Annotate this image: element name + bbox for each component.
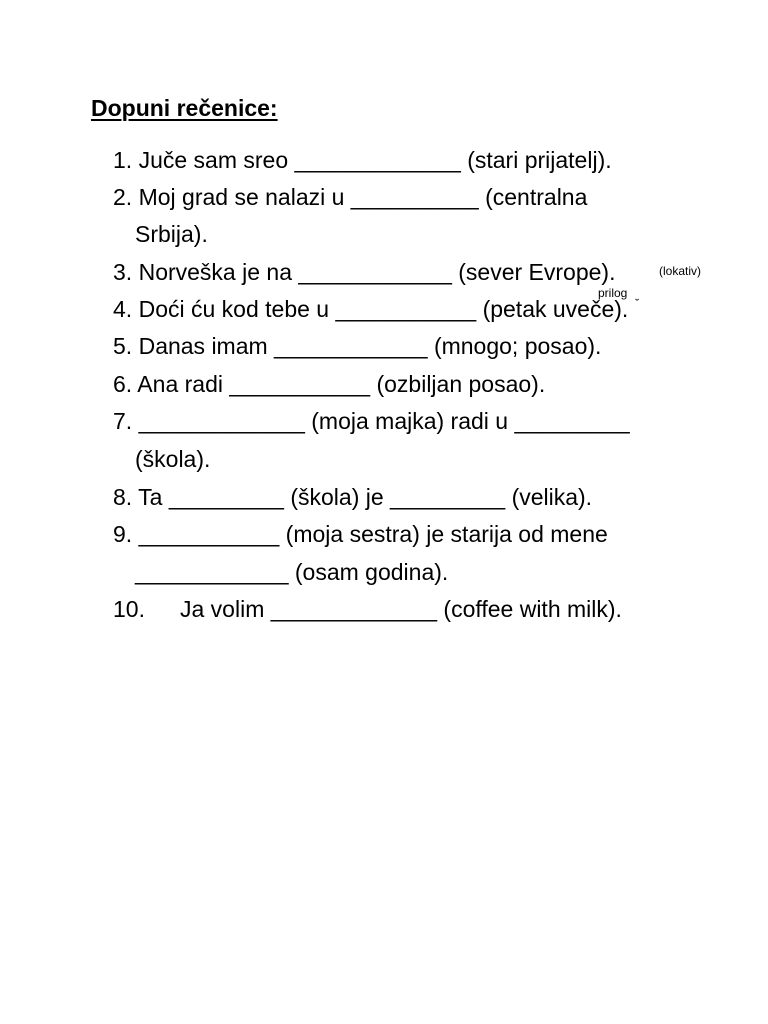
item-text: _____________ (moja majka) radi u _________ <box>132 408 630 434</box>
item-text: Ana radi ___________ (ozbiljan posao). <box>132 371 546 397</box>
worksheet-title: Dopuni rečenice: <box>91 95 278 121</box>
exercise-item-4 <box>113 290 673 328</box>
item-number: 6. <box>113 371 133 397</box>
item-text: Moj grad se nalazi u __________ (centralna <box>132 184 588 210</box>
exercise-item-6 <box>113 365 673 403</box>
item-number: 2. <box>113 184 133 210</box>
item-number: 8. <box>113 484 133 510</box>
exercise-item-10 <box>113 590 673 628</box>
exercise-item-7 <box>113 402 673 440</box>
item-text: Danas imam ____________ (mnogo; posao). <box>132 333 602 359</box>
item-9-continuation: ____________ (osam godina). <box>135 559 449 585</box>
exercise-item-8 <box>113 478 673 516</box>
exercise-item-1 <box>113 141 673 179</box>
item-2-continuation: Srbija). <box>135 221 208 247</box>
item-number: 4. <box>113 296 133 322</box>
exercise-item-5 <box>113 327 673 365</box>
item-number: 7. <box>113 408 133 434</box>
item-7-continuation: (škola). <box>135 446 211 472</box>
caret-mark: ˇ <box>635 296 640 311</box>
exercise-item-2 <box>113 178 673 216</box>
item-text: ___________ (moja sestra) je starija od mene <box>132 521 608 547</box>
exercise-item-3 <box>113 253 673 291</box>
item-text: Doći ću kod tebe u ___________ (petak uveče). <box>132 296 629 322</box>
item-text: Juče sam sreo _____________ (stari prijatelj). <box>132 147 612 173</box>
item-number: 10. <box>113 596 145 622</box>
item-number: 3. <box>113 259 133 285</box>
item-number: 1. <box>113 147 133 173</box>
annotation-lokativ: (lokativ) <box>659 264 702 278</box>
item-number: 5. <box>113 333 133 359</box>
item-text: Ja volim _____________ (coffee with milk). <box>180 596 622 622</box>
exercise-item-9 <box>113 515 673 553</box>
item-text: Ta _________ (škola) je _________ (velika). <box>132 484 593 510</box>
item-number: 9. <box>113 521 133 547</box>
item-text: Norveška je na ____________ (sever Evrope). <box>132 259 616 285</box>
annotation-prilog: prilog <box>598 286 628 300</box>
